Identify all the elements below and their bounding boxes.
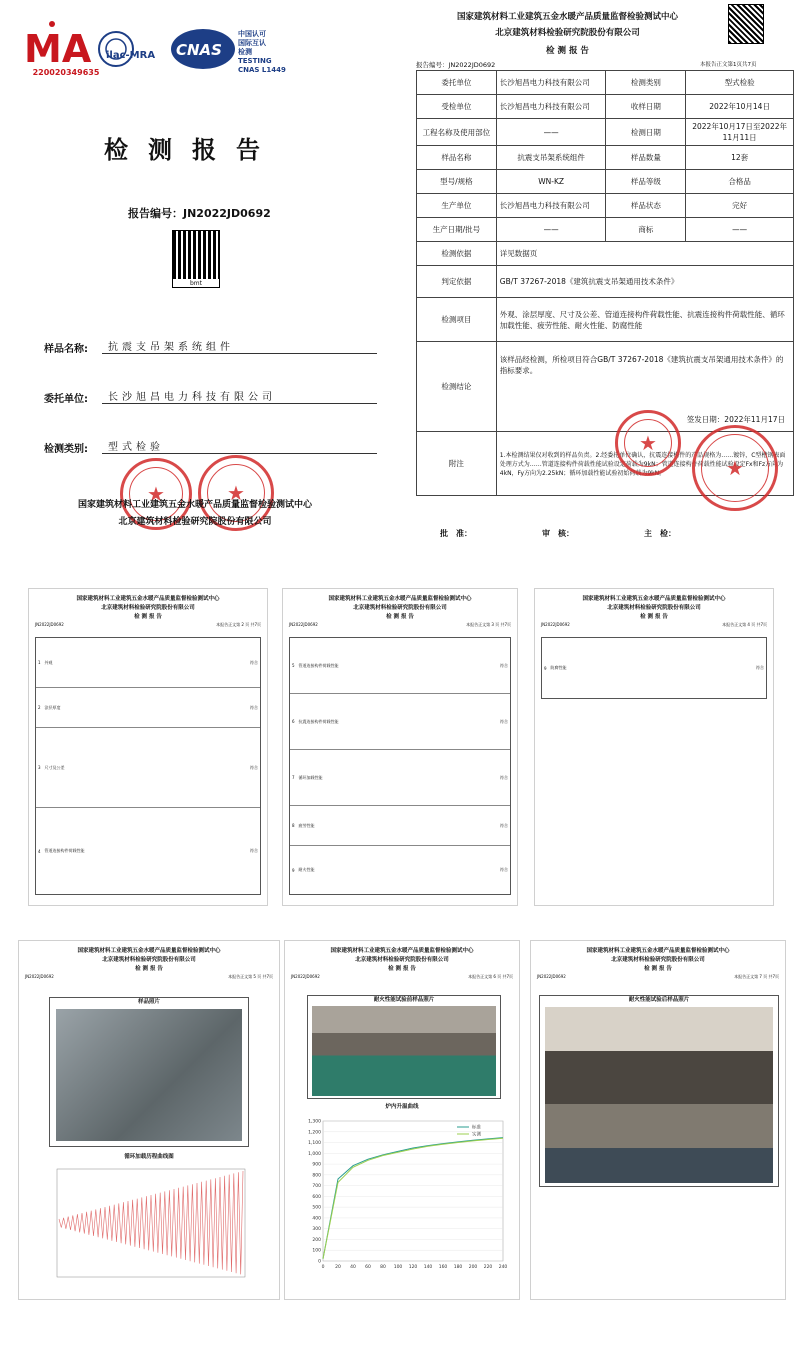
table-row <box>417 194 794 218</box>
y-tick-label: 1,200 <box>308 1130 321 1136</box>
table-row: 9 耐火性能 符合 <box>292 867 508 873</box>
legend-label: 实测 <box>472 1132 481 1138</box>
cell: 1.本检测结果仅对收到的样品负责。2.经委托单位确认，抗震连接构件的产品规格为……镀锌，C型槽钢表面处理方式为……管道连接构件荷载性能试验设定荷载为9kN；管道连接构件荷载性能试验设定Fx和Fz方向为4kN，Fy方向为2.25kN；循环加载性能试验初始荷载为9kN。 <box>496 432 793 496</box>
table-row: 8 疲劳性能 符合 <box>290 806 510 846</box>
field-client: 委托单位: 长沙旭昌电力科技有限公司 <box>44 390 384 405</box>
furnace-photo <box>312 1006 496 1096</box>
cell: 样品等级 <box>606 170 686 194</box>
cell: 检测类别 <box>606 71 686 95</box>
cell: 检测结论 <box>417 342 497 432</box>
cell: —— <box>496 218 606 242</box>
cell: 2022年10月14日 <box>686 95 794 119</box>
report-qr-code <box>728 4 764 44</box>
stamp: ★ <box>198 455 274 531</box>
ilac-mra-logo <box>98 26 160 72</box>
y-tick-label: 300 <box>312 1227 321 1233</box>
table-row <box>417 218 794 242</box>
y-tick-label: 0 <box>318 1259 321 1265</box>
cell: 样品状态 <box>606 194 686 218</box>
y-tick-label: 1,300 <box>308 1119 321 1125</box>
cell: —— <box>496 119 606 146</box>
cell: 商标 <box>606 218 686 242</box>
cell: 受检单位 <box>417 95 497 119</box>
cell: 长沙旭昌电力科技有限公司 <box>496 95 606 119</box>
x-tick-label: 100 <box>393 1265 403 1270</box>
chart-title: 炉内升温曲线 <box>385 1104 419 1110</box>
page-org1: 国家建筑材料工业建筑五金水暖产品质量监督检验测试中心 <box>76 596 220 602</box>
cyclic-chart-title: 循环加载历程曲线图 <box>124 1154 174 1160</box>
cell: 收样日期 <box>606 95 686 119</box>
y-tick-label: 400 <box>312 1216 321 1222</box>
furnace-temperature-chart <box>293 1115 513 1287</box>
cover-qr-code: bmt <box>172 230 220 288</box>
cell: 完好 <box>686 194 794 218</box>
report-page-3 <box>282 588 518 906</box>
photo-frame <box>539 995 779 1187</box>
x-tick-label: 200 <box>468 1265 478 1270</box>
plot-area <box>323 1121 503 1261</box>
page-meta: JN2022JD0692 本报告正文第 6 页 共7页 <box>291 974 513 979</box>
post-fire-photo <box>545 1007 773 1183</box>
cell: 2022年10月17日至2022年11月11日 <box>686 119 794 146</box>
svg-text:MA: MA <box>24 27 92 71</box>
page-org2: 北京建筑材料检验研究院股份有限公司 <box>101 605 195 611</box>
field-test-type: 检测类别: 型式检验 <box>44 440 384 455</box>
table-row: 4 管道连接构件荷载性能 符合 <box>38 848 258 854</box>
table-row: 6 抗震连接构件荷载性能 符合 <box>290 694 510 750</box>
table-row <box>417 170 794 194</box>
cell: 合格品 <box>686 170 794 194</box>
signature-row <box>440 528 800 539</box>
y-tick-label: 900 <box>312 1162 321 1168</box>
page-org1: 国家建筑材料工业建筑五金水暖产品质量监督检验测试中心 <box>77 948 221 954</box>
page-title: 检 测 报 告 <box>388 966 416 972</box>
table-row <box>417 119 794 146</box>
cnas-side-text: 中国认可 国际互认 检测 TESTING CNAS L1449 <box>238 30 286 74</box>
data-table <box>289 637 511 895</box>
data-table <box>541 637 767 699</box>
y-tick-label: 200 <box>312 1237 321 1243</box>
cell: 检测日期 <box>606 119 686 146</box>
stamp: ★ <box>692 425 778 511</box>
x-tick-label: 220 <box>483 1265 493 1270</box>
y-tick-label: 700 <box>312 1184 321 1190</box>
table-row <box>417 342 794 432</box>
x-tick-label: 40 <box>350 1265 356 1270</box>
page-meta: JN2022JD0692 本报告正文第 4 页 共7页 <box>541 622 767 627</box>
photo-title: 样品照片 <box>137 999 160 1005</box>
sign-check: 主 检： <box>644 529 676 538</box>
page-title: 检 测 报 告 <box>135 966 163 972</box>
cell: 型号/规格 <box>417 170 497 194</box>
cover-report-number: 报告编号：JN2022JD0692 <box>128 207 271 220</box>
table-row: 2 涂层厚度 符合 <box>36 688 260 728</box>
cell: 判定依据 <box>417 266 497 298</box>
cell: 生产日期/批号 <box>417 218 497 242</box>
report-page-2 <box>28 588 268 906</box>
photo-frame <box>49 997 249 1147</box>
table-row: 5 管道连接构件荷载性能 符合 <box>290 638 510 694</box>
svg-text:ilac-MRA: ilac-MRA <box>106 50 156 61</box>
x-tick-label: 160 <box>438 1265 448 1270</box>
photo-frame <box>307 995 501 1099</box>
cell: 工程名称及使用部位 <box>417 119 497 146</box>
page-org2: 北京建筑材料检验研究院股份有限公司 <box>353 605 447 611</box>
x-tick-label: 120 <box>408 1265 418 1270</box>
legend-label: 标准 <box>472 1125 481 1131</box>
report-page-4 <box>534 588 774 906</box>
cell: 详见数据页 <box>496 242 793 266</box>
x-tick-label: 140 <box>423 1265 433 1270</box>
stamp: ★ <box>615 410 681 476</box>
y-tick-label: 100 <box>312 1248 321 1254</box>
cell: 外观、涂层厚度、尺寸及公差、管道连接构件荷载性能、抗震连接构件荷载性能、循环加载性能、疲劳性能、耐火性能、防腐性能 <box>496 298 793 342</box>
x-tick-label: 240 <box>498 1265 508 1270</box>
svg-text:CNAS: CNAS <box>176 41 222 59</box>
data-table <box>35 637 261 895</box>
y-tick-label: 500 <box>312 1205 321 1211</box>
page-org2: 北京建筑材料检验研究院股份有限公司 <box>607 605 701 611</box>
x-tick-label: 0 <box>321 1265 325 1270</box>
cell: 型式检验 <box>686 71 794 95</box>
cell: GB/T 37267-2018《建筑抗震支吊架通用技术条件》 <box>496 266 793 298</box>
table-row: 7 循环加载性能 符合 <box>290 750 510 806</box>
table-row <box>417 146 794 170</box>
report-page-6 <box>284 940 520 1300</box>
page-org2: 北京建筑材料检验研究院股份有限公司 <box>611 957 705 963</box>
table-row: 9 防腐性能 符合 <box>544 665 764 671</box>
cell: 12套 <box>686 146 794 170</box>
cover-title: 检测报告 <box>104 135 280 164</box>
cell: 附注 <box>417 432 497 496</box>
table-row <box>417 71 794 95</box>
cover-page <box>0 0 400 545</box>
page-title: 检 测 报 告 <box>386 614 414 620</box>
page-org1: 国家建筑材料工业建筑五金水暖产品质量监督检验测试中心 <box>582 596 726 602</box>
photo-title: 耐火性能试验前样品照片 <box>373 997 435 1003</box>
page-org1: 国家建筑材料工业建筑五金水暖产品质量监督检验测试中心 <box>586 948 730 954</box>
report-doc-title: 检 测 报 告 <box>546 46 589 56</box>
cover-org-line1: 国家建筑材料工业建筑五金水暖产品质量监督检验测试中心 <box>77 500 312 510</box>
field-sample-name: 样品名称: 抗震支吊架系统组件 <box>44 340 384 355</box>
cma-number: 220020349635 <box>32 68 100 77</box>
cyclic-load-chart <box>49 1165 249 1285</box>
page-title: 检 测 报 告 <box>134 614 162 620</box>
report-page-7 <box>530 940 786 1300</box>
page-meta: JN2022JD0692 本报告正文第 3 页 共7页 <box>289 622 511 627</box>
x-tick-label: 60 <box>365 1265 371 1270</box>
cell: 检测项目 <box>417 298 497 342</box>
cnas-logo <box>168 26 238 72</box>
page-title: 检 测 报 告 <box>640 614 668 620</box>
report-page-1 <box>410 0 800 545</box>
issue-date: 签发日期：2022年11月17日 <box>686 415 785 424</box>
table-row <box>417 242 794 266</box>
cell: 长沙旭昌电力科技有限公司 <box>496 194 606 218</box>
report-number: 报告编号：JN2022JD0692 <box>416 61 496 69</box>
page-meta: JN2022JD0692 本报告正文第 2 页 共7页 <box>35 622 261 627</box>
report-page-info: 本报告正文第1页共7页 <box>700 62 757 68</box>
table-row <box>417 95 794 119</box>
cover-org-line2: 北京建筑材料检验研究院股份有限公司 <box>118 517 272 527</box>
y-tick-label: 1,000 <box>308 1151 321 1157</box>
cell: 检测依据 <box>417 242 497 266</box>
cell: 样品数量 <box>606 146 686 170</box>
cell: 样品名称 <box>417 146 497 170</box>
table-row <box>417 298 794 342</box>
page-title: 检 测 报 告 <box>644 966 672 972</box>
report-org-line1: 国家建筑材料工业建筑五金水暖产品质量监督检验测试中心 <box>456 12 678 22</box>
table-row: 1 外观 符合 <box>36 638 260 688</box>
y-tick-label: 1,100 <box>308 1141 321 1147</box>
page-org2: 北京建筑材料检验研究院股份有限公司 <box>102 957 196 963</box>
page-meta: JN2022JD0692 本报告正文第 7 页 共7页 <box>537 974 779 979</box>
table-row <box>417 266 794 298</box>
x-tick-label: 180 <box>453 1265 463 1270</box>
sample-photo <box>56 1009 242 1141</box>
report-page-5 <box>18 940 280 1300</box>
sign-approve: 批 准： <box>440 529 472 538</box>
table-row: 3 尺寸及公差 符合 <box>36 728 260 808</box>
page-org1: 国家建筑材料工业建筑五金水暖产品质量监督检验测试中心 <box>328 596 472 602</box>
cell: WN-KZ <box>496 170 606 194</box>
report-org-line2: 北京建筑材料检验研究院股份有限公司 <box>495 28 640 38</box>
photo-title: 耐火性能试验后样品照片 <box>628 997 690 1003</box>
conclusion-text: 该样品经检测，所检项目符合GB/T 37267-2018《建筑抗震支吊架通用技术条件》的指标要求。 <box>499 355 784 375</box>
cell: —— <box>686 218 794 242</box>
page-org1: 国家建筑材料工业建筑五金水暖产品质量监督检验测试中心 <box>330 948 474 954</box>
cell: 委托单位 <box>417 71 497 95</box>
y-tick-label: 600 <box>312 1194 321 1200</box>
page-meta: JN2022JD0692 本报告正文第 5 页 共7页 <box>25 974 273 979</box>
y-tick-label: 800 <box>312 1173 321 1179</box>
cell: 抗震支吊架系统组件 <box>496 146 606 170</box>
cell: 长沙旭昌电力科技有限公司 <box>496 71 606 95</box>
x-tick-label: 20 <box>335 1265 341 1270</box>
cell: 生产单位 <box>417 194 497 218</box>
x-tick-label: 80 <box>380 1265 386 1270</box>
page-org2: 北京建筑材料检验研究院股份有限公司 <box>355 957 449 963</box>
stamp: ★ <box>120 458 192 530</box>
sign-review: 审 核： <box>542 529 574 538</box>
